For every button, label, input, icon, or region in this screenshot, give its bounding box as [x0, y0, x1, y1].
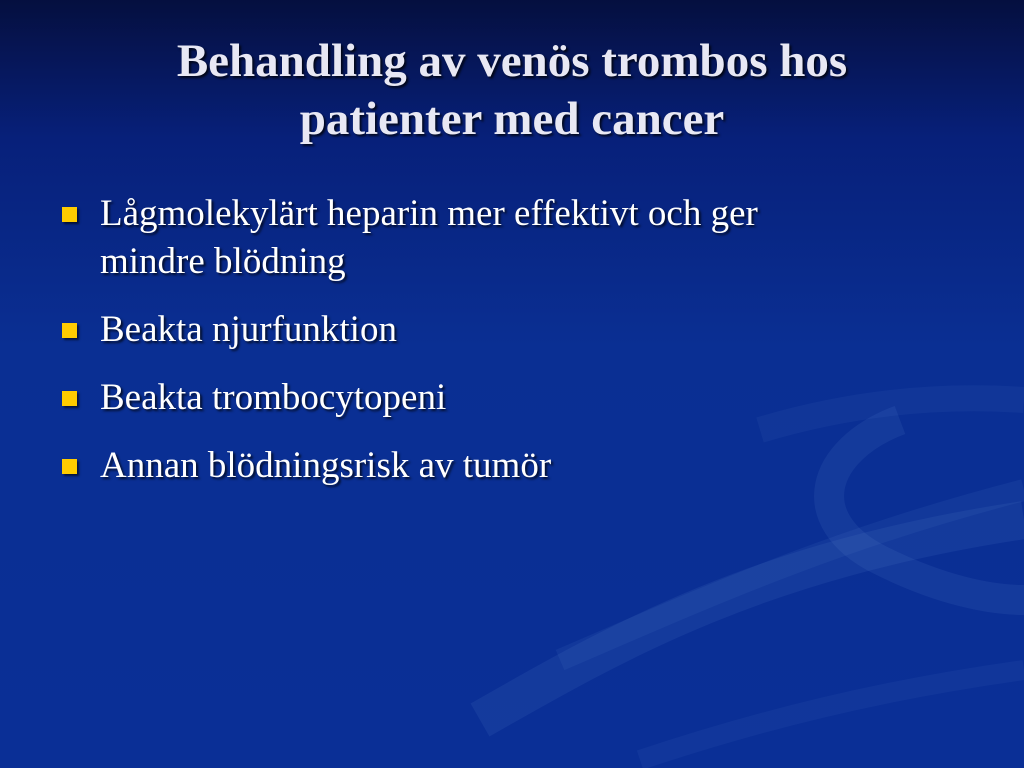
slide-title	[60, 32, 964, 148]
square-bullet-icon	[62, 323, 77, 338]
bullet-item-3	[62, 374, 942, 422]
bullet-text-1a: Lågmolekylärt heparin mer effektivt och ger	[100, 193, 758, 234]
bullet-text-4: Annan blödningsrisk av tumör	[100, 445, 552, 486]
title-line-1: Behandling av venös trombos hos	[176, 35, 848, 87]
bullet-list	[62, 190, 942, 510]
bullet-text-2: Beakta njurfunktion	[100, 309, 397, 350]
square-bullet-icon	[62, 207, 77, 222]
square-bullet-icon	[62, 459, 77, 474]
bullet-item-4	[62, 442, 942, 490]
title-line-2: patienter med cancer	[299, 93, 725, 145]
square-bullet-icon	[62, 391, 77, 406]
bullet-item-1	[62, 190, 942, 286]
bullet-text-1b: mindre blödning	[100, 241, 346, 282]
bullet-item-2	[62, 306, 942, 354]
bullet-text-3: Beakta trombocytopeni	[100, 377, 447, 418]
